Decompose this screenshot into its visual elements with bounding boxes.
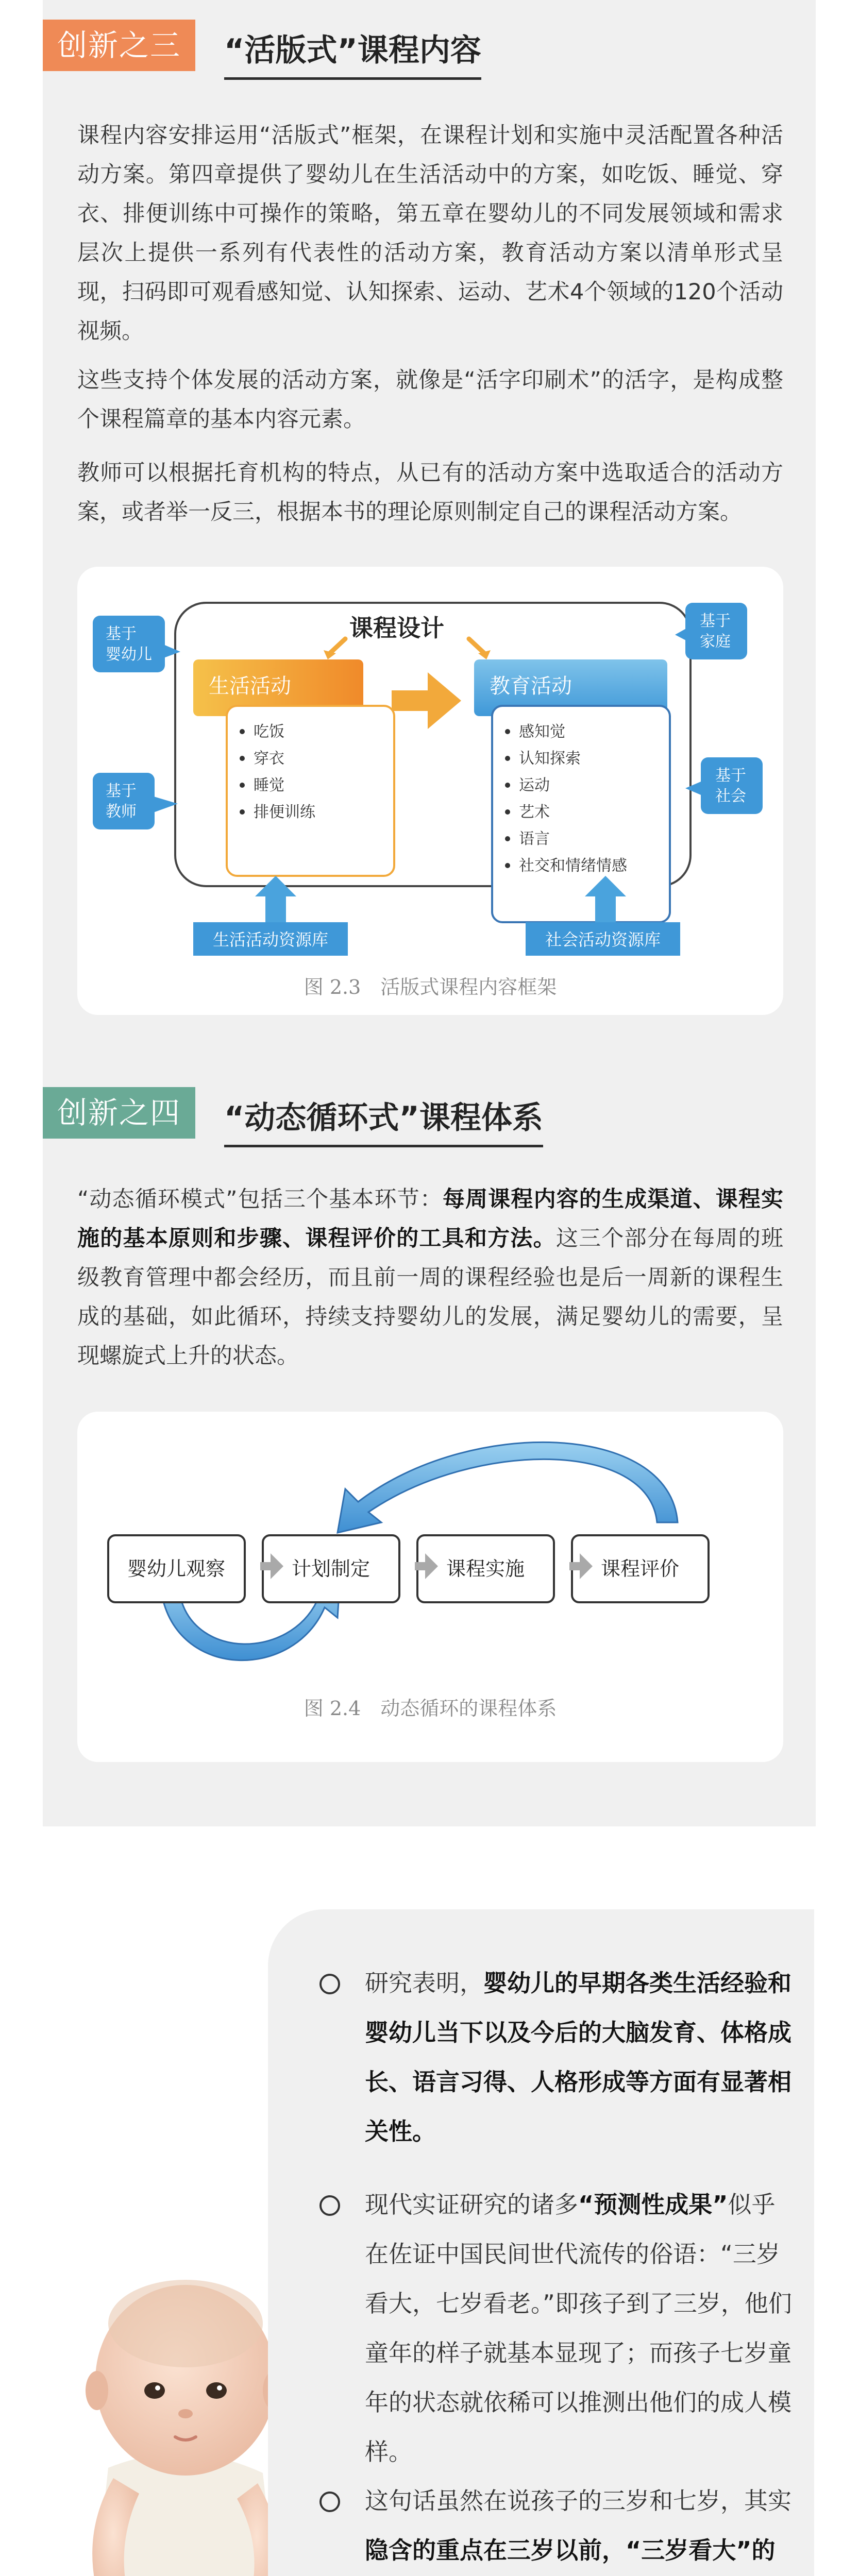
figure-2-3-card xyxy=(77,567,783,1015)
life-activity-list-box xyxy=(227,706,394,876)
cycle-step-label: 婴幼儿观察 xyxy=(127,1557,226,1580)
life-activity-bullet-icon xyxy=(240,783,245,788)
research-point-3-bold: 隐含的重点在三岁以前，“三岁看大”的 xyxy=(365,2536,776,2564)
edu-activity-item: 艺术 xyxy=(519,803,550,821)
research-point-3 xyxy=(319,2476,794,2576)
res-life-arrow xyxy=(255,876,296,922)
life-activity-bullet-icon xyxy=(240,809,245,815)
figure-2-3-caption: 图 2.3 活版式课程内容框架 xyxy=(304,976,557,998)
life-activity-bullet-icon xyxy=(240,756,245,761)
callout-teacher xyxy=(93,773,178,829)
flow-arrow xyxy=(392,672,461,729)
edu-activity-item: 语言 xyxy=(519,830,550,848)
section3-para-2: 这些支持个体发展的活动方案，就像是“活字印刷术”的活字，是构成整个课程篇章的基本内容元素。 xyxy=(77,367,783,432)
cycle-step-label: 课程评价 xyxy=(600,1557,680,1580)
edu-activity-bullet-icon xyxy=(505,729,510,734)
figure-2-3-diagram xyxy=(77,567,783,1015)
research-card xyxy=(268,1909,814,2576)
section3-tag: 创新之三 xyxy=(43,20,195,71)
callout-society xyxy=(685,757,763,814)
life-activity-bullet-icon xyxy=(240,729,245,734)
bullet-circle-icon xyxy=(319,1974,340,1994)
cycle-arc-top xyxy=(338,1442,678,1533)
design-arrow-right xyxy=(469,639,484,653)
callout-society-line1: 基于 xyxy=(715,767,746,785)
edu-activity-label: 教育活动 xyxy=(490,674,572,698)
callout-teacher-line1: 基于 xyxy=(106,782,137,800)
research-point-1 xyxy=(319,1958,794,2175)
section4-tag: 创新之四 xyxy=(43,1087,195,1139)
edu-activity-item: 感知觉 xyxy=(519,723,565,741)
life-activity-label: 生活活动 xyxy=(209,674,291,698)
figure-2-4-caption: 图 2.4 动态循环的课程体系 xyxy=(304,1697,557,1720)
research-point-2 xyxy=(319,2180,794,2466)
callout-family-line1: 基于 xyxy=(700,612,731,630)
section4-title: “动态循环式”课程体系 xyxy=(224,1093,543,1147)
cycle-step-label: 课程实施 xyxy=(446,1557,525,1580)
res-social-label: 社会活动资源库 xyxy=(545,930,661,950)
research-point-1-pre: 研究表明， xyxy=(365,1969,483,1997)
edu-activity-bullet-icon xyxy=(505,809,510,815)
bullet-circle-icon xyxy=(319,2195,340,2216)
life-activity-item: 吃饭 xyxy=(254,723,284,741)
cycle-steps xyxy=(108,1535,709,1602)
edu-activity-item: 认知探索 xyxy=(519,750,581,768)
section3-title: “活版式”课程内容 xyxy=(224,26,481,80)
callout-infant xyxy=(93,616,180,672)
callout-family-line2: 家庭 xyxy=(700,633,731,651)
callout-infant-line2: 婴幼儿 xyxy=(106,646,152,664)
design-title: 课程设计 xyxy=(349,614,444,642)
research-point-2-post: 似乎在佐证中国民间世代流传的俗语：“三岁看大，七岁看老。”即孩子到了三岁，他们童年的样子就基本显现了；而孩子七岁童年的状态就依稀可以推测出他们的成人模样。 xyxy=(365,2191,792,2466)
callout-teacher-line2: 教师 xyxy=(106,803,137,821)
callout-infant-line1: 基于 xyxy=(106,625,137,643)
research-point-2-pre: 现代实证研究的诸多 xyxy=(365,2191,578,2218)
life-activity-item: 睡觉 xyxy=(254,776,284,794)
edu-activity-bullet-icon xyxy=(505,756,510,761)
res-life-label: 生活活动资源库 xyxy=(212,930,329,950)
section4-para-bold: 每周课程内容的生成渠道、课程实施的基本原则和步骤、课程评价的工具和方法。 xyxy=(77,1187,784,1251)
edu-activity-bullet-icon xyxy=(505,783,510,788)
research-point-1-bold: 婴幼儿的早期各类生活经验和婴幼儿当下以及今后的大脑发育、体格成长、语言习得、人格形成等方面有显著相关性。 xyxy=(365,1969,791,2145)
section3-para-1: 课程内容安排运用“活版式”框架，在课程计划和实施中灵活配置各种活动方案。第四章提供了婴幼儿在生活活动中的方案，如吃饭、睡觉、穿衣、排便训练中可操作的策略，第五章在婴幼儿的不同发展领域和需求层次上提供一系列有代表性的活动方案，教育活动方案以清单形式呈现，扫码即可观看感知觉、认知探索、运动、艺术4个领域的120个活动视频。 xyxy=(77,123,783,344)
callout-society-line2: 社会 xyxy=(715,787,746,805)
section3-para-3: 教师可以根据托育机构的特点，从已有的活动方案中选取适合的活动方案，或者举一反三，根据本书的理论原则制定自己的课程活动方案。 xyxy=(77,460,783,525)
life-activity-item: 排便训练 xyxy=(254,803,315,821)
section4-para-tail: 这三个部分在每周的班级教育管理中都会经历，而且前一周的课程经验也是后一周新的课程生成的基础，如此循环，持续支持婴幼儿的发展，满足婴幼儿的需要，呈现螺旋式上升的状态。 xyxy=(77,1226,784,1369)
edu-activity-bullet-icon xyxy=(505,836,510,841)
bullet-circle-icon xyxy=(319,2492,340,2512)
research-point-2-bold: “预测性成果” xyxy=(578,2191,728,2218)
research-point-3-pre: 这句话虽然在说孩子的三岁和七岁，其实 xyxy=(365,2487,791,2515)
design-arrow-left xyxy=(330,639,345,653)
life-activity-item: 穿衣 xyxy=(254,750,284,768)
section4-para xyxy=(77,1180,783,1376)
edu-activity-item: 运动 xyxy=(519,776,550,794)
callout-family xyxy=(675,603,747,659)
edu-activity-bullet-icon xyxy=(505,863,510,868)
edu-activity-item: 社交和情绪情感 xyxy=(519,857,627,875)
section4-para-lead: “动态循环模式”包括三个基本环节： xyxy=(77,1187,443,1212)
cycle-step-label: 计划制定 xyxy=(291,1557,370,1580)
figure-2-4-card xyxy=(77,1412,783,1762)
